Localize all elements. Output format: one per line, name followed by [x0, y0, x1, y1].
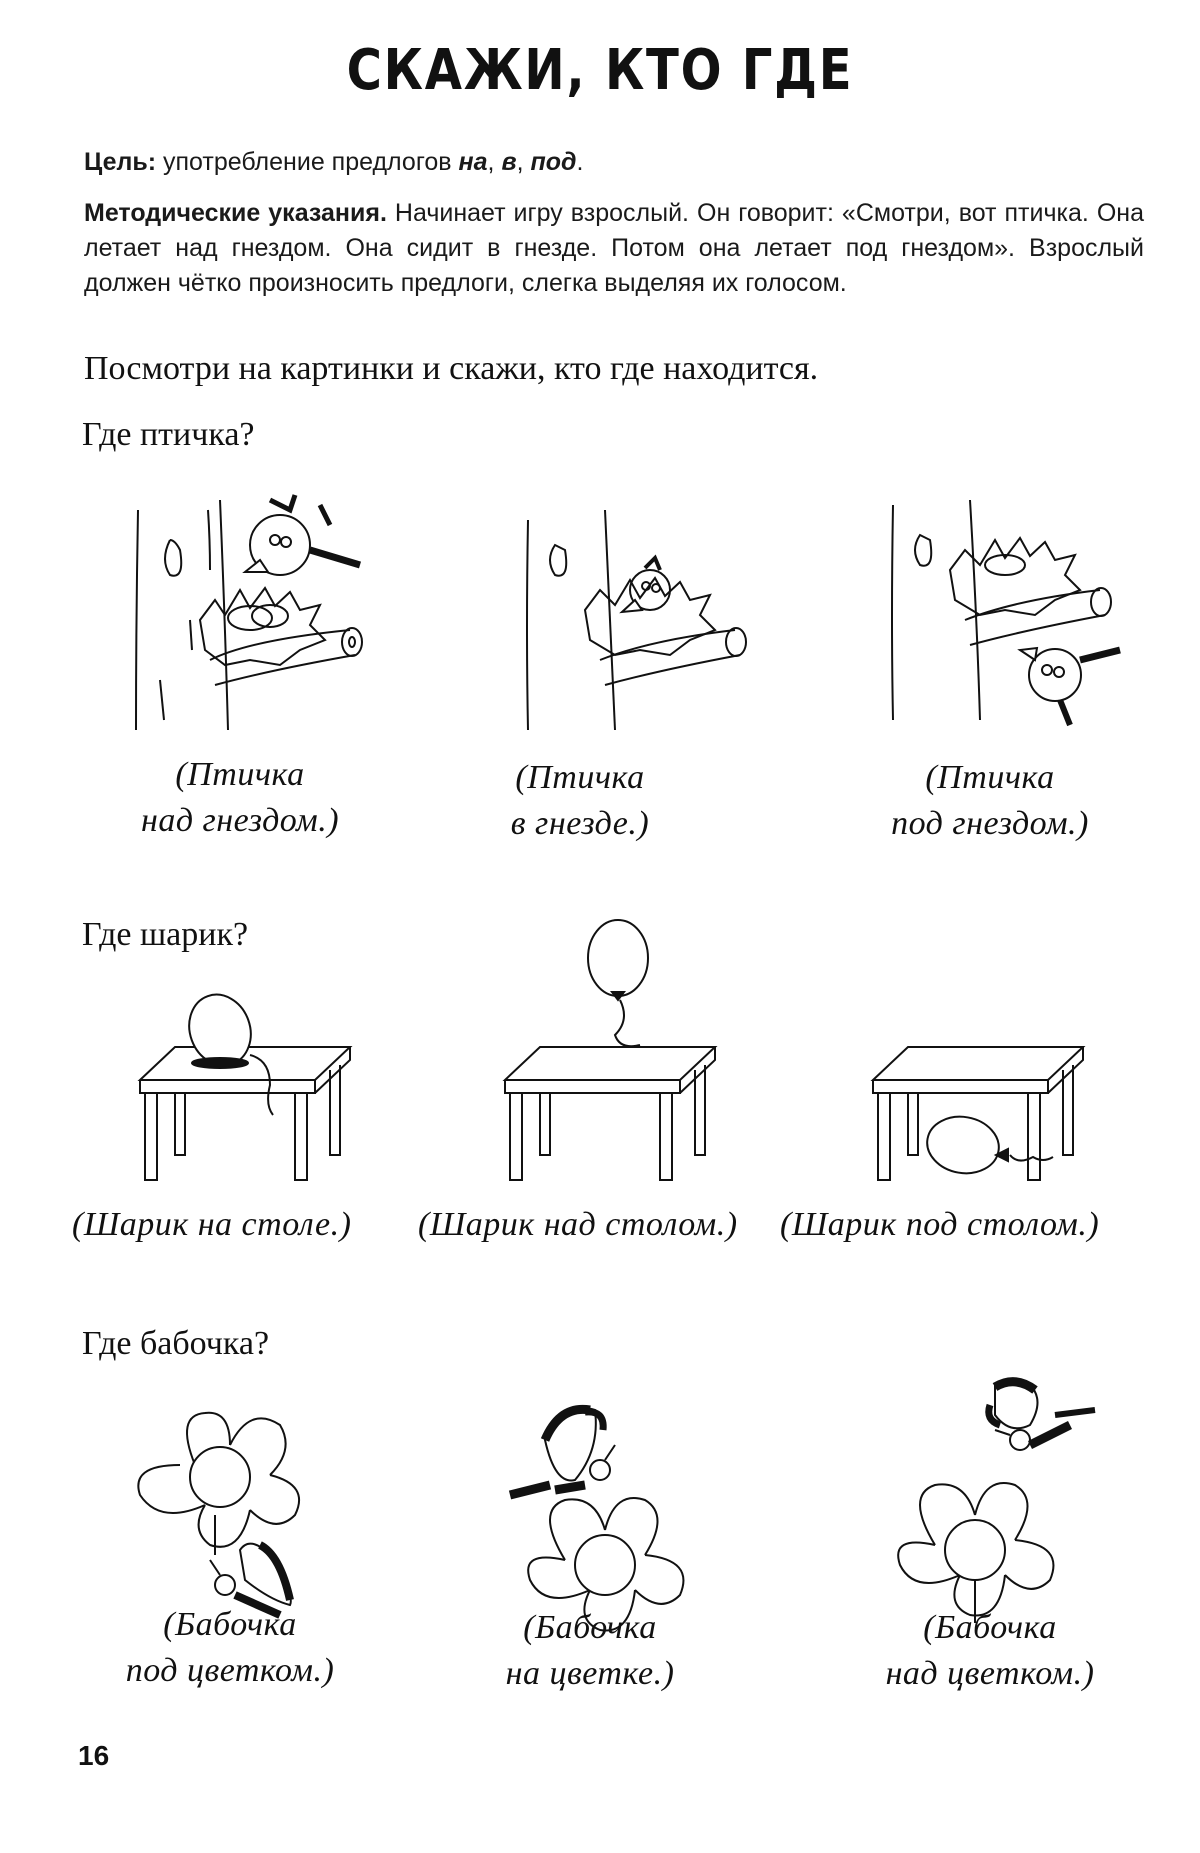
butterfly-icon: [989, 1380, 1095, 1450]
question-bird: Где птичка?: [82, 416, 255, 453]
butterfly-on-flower-illustration: [505, 1400, 715, 1640]
preposition-na: на: [458, 148, 488, 176]
table-leg-icon: [510, 1093, 522, 1180]
preposition-v: в: [501, 148, 517, 176]
table-top-icon: [505, 1047, 715, 1080]
balloon-icon: [588, 920, 648, 996]
page-number: 16: [78, 1740, 110, 1771]
table-top-icon: [873, 1047, 1083, 1080]
bird-over-nest-illustration: [130, 480, 390, 740]
goal-label: Цель:: [84, 148, 157, 176]
preposition-pod: под: [530, 148, 577, 176]
goal-line: Цель: употребление предлогов на, в, под.: [84, 148, 584, 176]
instruction-text: Посмотри на картинки и скажи, кто где находится.: [84, 350, 819, 387]
flower-icon: [138, 1413, 299, 1547]
caption-butterfly-under: (Бабочка под цветком.): [125, 1606, 335, 1689]
caption-balloon-under: (Шарик под столом.): [780, 1206, 1100, 1243]
balloon-on-table-illustration: [135, 1005, 365, 1185]
question-butterfly: Где бабочка?: [82, 1325, 270, 1362]
tree-trunk-icon: [136, 500, 228, 730]
caption-bird-under: (Птичка под гнездом.): [891, 759, 1089, 842]
method-paragraph: [84, 196, 1144, 301]
bird-under-nest-illustration: [885, 490, 1145, 750]
caption-bird-over: (Птичка над гнездом.): [140, 756, 340, 839]
nest-icon: [200, 588, 325, 665]
butterfly-over-flower-illustration: [880, 1375, 1110, 1625]
balloon-under-table-illustration: [868, 1045, 1108, 1185]
bird-in-nest-illustration: [520, 500, 770, 740]
question-balloon: Где шарик?: [82, 916, 249, 953]
caption-balloon-over: (Шарик над столом.): [418, 1206, 738, 1243]
caption-butterfly-on: (Бабочка на цветке.): [505, 1609, 675, 1692]
page-title: СКАЖИ, КТО ГДЕ: [346, 38, 854, 103]
method-text: Начинает игру взрослый. Он говорит: «Смотри, вот птичка. Она летает над гнездом. Она сидит в гнезде. Потом она летает под гнездом». Взрослый должен чётко произносить предлоги, слегка выделяя их голосом.: [84, 199, 1144, 297]
tree-trunk-icon: [527, 520, 528, 730]
balloon-over-table-illustration: [500, 920, 730, 1185]
method-label: Методические указания.: [84, 199, 387, 227]
caption-balloon-on: (Шарик на столе.): [72, 1206, 352, 1243]
butterfly-icon: [510, 1408, 615, 1495]
nest-icon: [950, 538, 1080, 615]
table-leg-icon: [145, 1093, 157, 1180]
table-leg-icon: [878, 1093, 890, 1180]
bird-icon: [245, 495, 360, 575]
butterfly-under-flower-illustration: [120, 1405, 340, 1625]
tree-trunk-icon: [892, 505, 893, 720]
branch-icon: [210, 628, 362, 685]
caption-bird-in: (Птичка в гнезде.): [510, 759, 650, 842]
balloon-icon: [923, 1111, 1004, 1179]
caption-butterfly-over: (Бабочка над цветком.): [885, 1609, 1095, 1692]
nest-icon: [585, 578, 715, 655]
goal-text: употребление предлогов: [156, 148, 459, 176]
